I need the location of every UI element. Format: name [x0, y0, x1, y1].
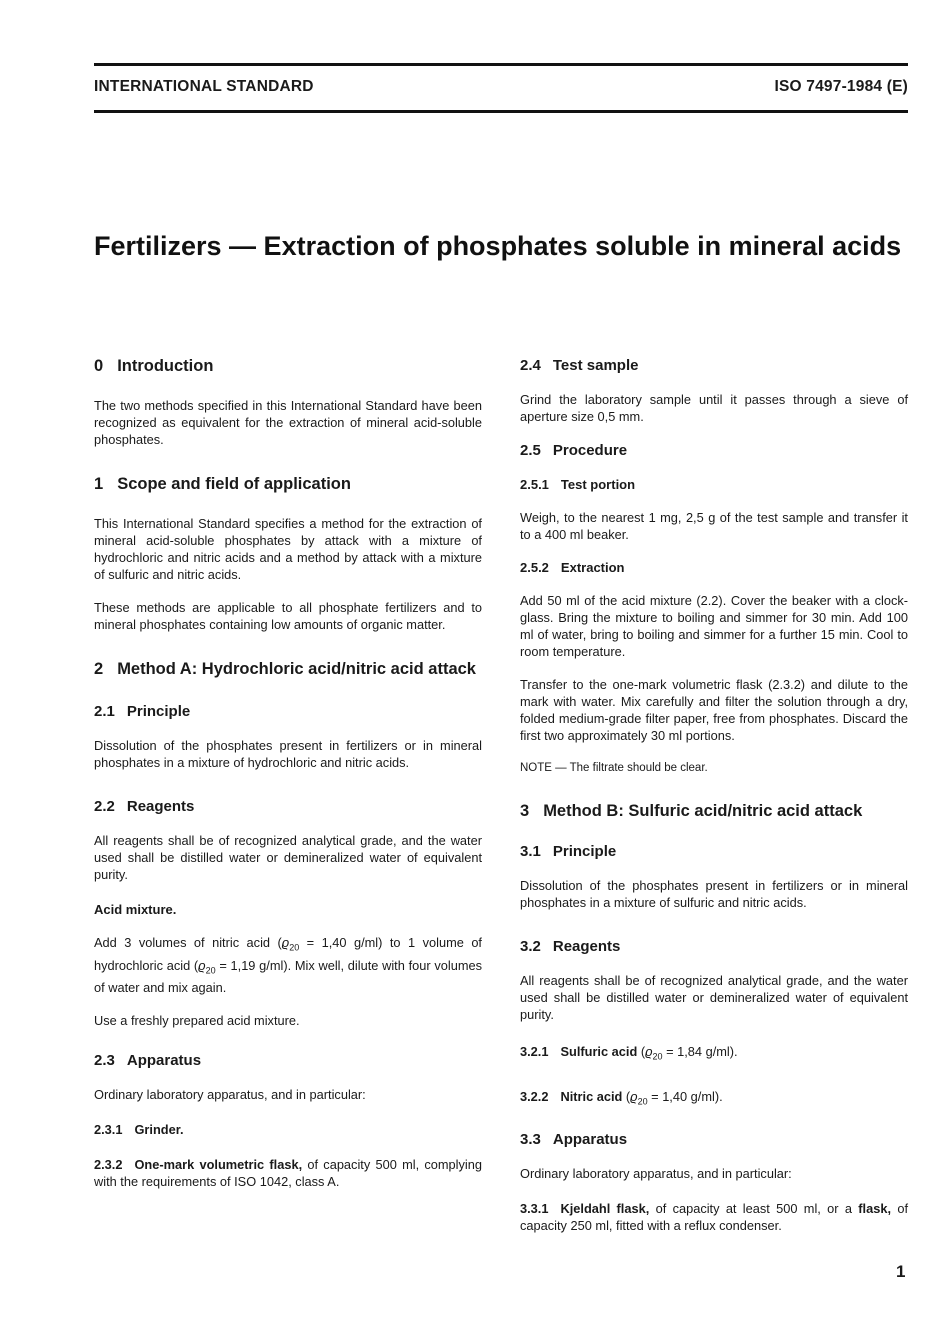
section-number: 3.2 — [520, 938, 541, 955]
section-title: Principle — [126, 703, 191, 720]
item-number: 2.3.1 — [94, 1122, 123, 1138]
section-number: 3 — [520, 802, 530, 820]
rho-symbol: ϱ — [630, 1088, 638, 1104]
rho-symbol: ϱ — [198, 957, 206, 973]
principle-a-paragraph: Dissolution of the phosphates present in fertilizers or in mineral phosphates in a mixture of hydrochloric and nitric acids. — [94, 738, 482, 770]
extraction-paragraph-2: Transfer to the one-mark volumetric flask (2.3.2) and dilute to the mark with water. Mix carefully and filter the solution through a dry, folded medium-grade filter paper, free from phosphates. Discard the first two approximately 30 ml portions. — [520, 677, 908, 743]
apparatus-item-grinder — [94, 1121, 482, 1138]
section-3-1-heading — [520, 842, 908, 861]
section-number: 2.3 — [94, 1052, 115, 1070]
section-2-5-1-heading — [520, 476, 908, 493]
principle-b-paragraph: Dissolution of the phosphates present in fertilizers or in mineral phosphates in a mixture of sulfuric and nitric acids. — [520, 878, 908, 910]
subscript: 20 — [637, 1096, 648, 1107]
apparatus-item-flask — [94, 1156, 482, 1190]
reagents-b-paragraph: All reagents shall be of recognized analytical grade, and the water used shall be distilled water or demineralized water of equivalent purity. — [520, 973, 908, 1022]
spacer — [94, 787, 482, 797]
item-text: of capacity at least 500 ml, or a — [649, 1201, 859, 1217]
section-number: 0 — [94, 357, 104, 375]
item-label: Nitric acid — [560, 1088, 623, 1104]
section-number: 2.5.1 — [520, 477, 549, 492]
rho-symbol: ϱ — [281, 935, 290, 950]
item-label: Kjeldahl flask, — [560, 1201, 650, 1217]
section-number: 2.4 — [520, 357, 541, 374]
extraction-paragraph-1: Add 50 ml of the acid mixture (2.2). Cover the beaker with a clock-glass. Bring the mixture to boiling and simmer for 30 min. Add 100 ml of water, bring to boiling and simmer for a further 15 min. Cool to room temperature. — [520, 593, 908, 659]
item-text: of capacity 500 ml, complying with the requirements of ISO 1042, class A. — [94, 1157, 482, 1190]
right-column — [520, 356, 908, 1250]
section-number: 2.2 — [94, 798, 115, 815]
section-title: Extraction — [560, 560, 625, 575]
section-3-3-heading — [520, 1130, 908, 1149]
header-top-rule — [94, 63, 908, 66]
section-number: 2 — [94, 660, 104, 678]
section-title: Apparatus — [552, 1131, 628, 1149]
apparatus-b-paragraph: Ordinary laboratory apparatus, and in particular: — [520, 1166, 792, 1182]
acid-mixture-heading: Acid mixture. — [94, 902, 177, 917]
section-2-4-heading — [520, 356, 908, 375]
item-text: of capacity 250 ml, fitted with a reflux condenser. — [520, 1201, 908, 1234]
item-label: Grinder. — [134, 1122, 184, 1138]
subscript: 20 — [652, 1051, 663, 1062]
spacer — [94, 464, 482, 474]
reagent-item-sulfuric-acid: 3.2.1 Sulfuric acid ($ϱ_{20} = 1,84$ g/ml). — [520, 1044, 738, 1062]
rho-symbol: ϱ — [645, 1044, 653, 1059]
section-title: Introduction — [117, 357, 214, 375]
reagents-a-paragraph: All reagents shall be of recognized analytical grade, and the water used shall be distilled water or demineralized water of equivalent purity. — [94, 833, 482, 882]
item-label: flask, — [858, 1201, 892, 1217]
acid-mixture-paragraph — [94, 934, 482, 996]
section-title: Method B: Sulfuric acid/nitric acid attack — [543, 802, 863, 820]
test-portion-paragraph: Weigh, to the nearest 1 mg, 2,5 g of the test sample and transfer it to a 400 ml beaker. — [520, 510, 908, 542]
applicability-paragraph: These methods are applicable to all phosphate fertilizers and to mineral phosphates containing low amounts of organic matter. — [94, 600, 482, 632]
section-title: Method A: Hydrochloric acid/nitric acid attack — [117, 660, 476, 678]
scope-paragraph: This International Standard specifies a method for the extraction of mineral acid-soluble phosphates by attack with a mixture of hydrochloric and nitric acids and a method by attack with a mixture of sulfuric and nitric acids. — [94, 516, 482, 582]
acid-mixture-note: Use a freshly prepared acid mixture. — [94, 1013, 300, 1029]
section-1-heading — [94, 474, 482, 495]
section-number: 3.3 — [520, 1131, 541, 1149]
subscript: 20 — [289, 942, 300, 953]
filtrate-note: NOTE — The filtrate should be clear. — [520, 762, 708, 774]
section-title: Principle — [552, 843, 617, 860]
section-number: 3.1 — [520, 843, 541, 860]
section-number: 1 — [94, 475, 104, 493]
item-number: 3.3.1 — [520, 1201, 549, 1217]
section-title: Apparatus — [126, 1052, 202, 1070]
test-sample-paragraph: Grind the laboratory sample until it passes through a sieve of aperture size 0,5 mm. — [520, 392, 908, 424]
section-2-5-heading — [520, 441, 908, 460]
section-2-3-heading — [94, 1051, 482, 1070]
apparatus-item-kjeldahl-flask — [520, 1200, 908, 1234]
subscript: 20 — [205, 965, 216, 976]
section-3-heading — [520, 801, 908, 822]
section-2-5-2-heading — [520, 559, 908, 576]
text-run: Add 3 volumes of nitric acid ( — [94, 935, 282, 950]
section-2-heading — [94, 659, 482, 680]
intro-paragraph: The two methods specified in this International Standard have been recognized as equivalent for the extraction of mineral acid-soluble phosphates. — [94, 398, 482, 447]
section-3-2-heading — [520, 937, 908, 956]
page-number: 1 — [896, 1262, 906, 1281]
spacer — [520, 927, 908, 937]
section-0-heading — [94, 356, 482, 377]
section-number: 2.5 — [520, 442, 541, 459]
section-title: Test portion — [560, 477, 636, 492]
section-number: 2.1 — [94, 703, 115, 720]
item-number: 3.2.1 — [520, 1044, 549, 1059]
section-number: 2.5.2 — [520, 560, 549, 575]
item-label: One-mark volumetric flask, — [134, 1157, 303, 1173]
left-column — [94, 356, 482, 1206]
header-bottom-rule — [94, 110, 908, 113]
text-run: = 1,19 g/ml). Mix well, dilute with four volumes of water and mix again. — [94, 957, 482, 996]
section-2-2-heading — [94, 797, 482, 816]
section-title: Reagents — [552, 938, 621, 955]
item-label: Sulfuric acid — [560, 1044, 638, 1059]
item-value: = 1,40 g/ml). — [647, 1088, 723, 1104]
spacer — [520, 793, 908, 801]
spacer — [94, 649, 482, 659]
item-number: 2.3.2 — [94, 1157, 123, 1173]
document-type-label: INTERNATIONAL STANDARD — [94, 78, 314, 95]
apparatus-a-paragraph: Ordinary laboratory apparatus, and in particular: — [94, 1087, 366, 1103]
text-run: = 1,40 g/ml) to 1 volume of hydrochloric acid ( — [94, 935, 482, 973]
document-title: Fertilizers — Extraction of phosphates soluble in mineral acids — [94, 231, 902, 261]
section-title: Scope and field of application — [117, 475, 351, 493]
section-title: Procedure — [552, 442, 628, 459]
standard-number: ISO 7497-1984 (E) — [774, 78, 908, 95]
section-title: Test sample — [552, 357, 639, 374]
reagent-item-nitric-acid: 3.2.2 Nitric acid ($ϱ_{20} = 1,40$ g/ml). — [520, 1088, 723, 1107]
section-title: Reagents — [126, 798, 195, 815]
section-2-1-heading — [94, 702, 482, 721]
item-value: = 1,84 g/ml). — [662, 1044, 738, 1059]
item-number: 3.2.2 — [520, 1088, 549, 1104]
